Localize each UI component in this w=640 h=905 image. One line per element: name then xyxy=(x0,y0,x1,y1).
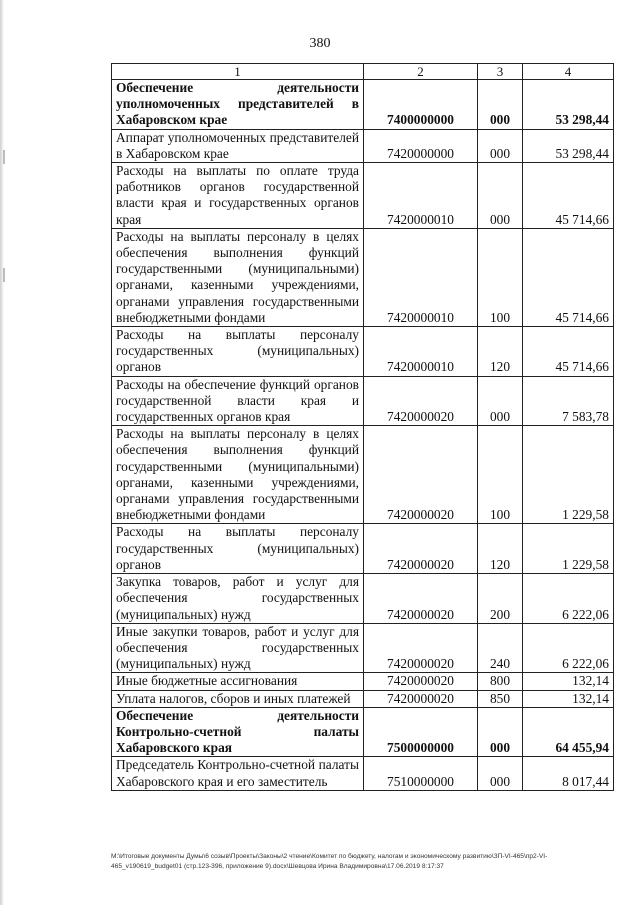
row-name: Аппарат уполномоченных представителей в Хабаровском крае xyxy=(112,129,364,162)
table-row xyxy=(112,524,614,574)
row-amount: 53 298,44 xyxy=(523,80,614,130)
row-type: 000 xyxy=(478,707,523,757)
row-name: Расходы на выплаты персоналу государственных (муниципальных) органов xyxy=(112,327,364,377)
row-amount: 1 229,58 xyxy=(523,426,614,524)
row-type: 100 xyxy=(478,426,523,524)
row-code: 7420000020 xyxy=(364,376,478,426)
row-amount: 8 017,44 xyxy=(523,757,614,790)
table-row xyxy=(112,673,614,690)
row-amount: 1 229,58 xyxy=(523,524,614,574)
row-type: 120 xyxy=(478,327,523,377)
row-amount: 64 455,94 xyxy=(523,707,614,757)
table-row xyxy=(112,707,614,757)
row-amount: 45 714,66 xyxy=(523,163,614,229)
table-row xyxy=(112,757,614,790)
row-name: Расходы на выплаты персоналу в целях обеспечения выполнения функций государственными (муниципальными) органами, казенными учреждениями, органами управления государственными внебюджетными фондами xyxy=(112,426,364,524)
table-row xyxy=(112,80,614,130)
row-type: 000 xyxy=(478,80,523,130)
row-code: 7500000000 xyxy=(364,707,478,757)
row-code: 7420000020 xyxy=(364,673,478,690)
column-header: 4 xyxy=(523,64,614,80)
row-type: 850 xyxy=(478,690,523,707)
row-code: 7420000000 xyxy=(364,129,478,162)
row-code: 7400000000 xyxy=(364,80,478,130)
scan-edge xyxy=(0,0,4,905)
row-name: Закупка товаров, работ и услуг для обеспечения государственных (муниципальных) нужд xyxy=(112,574,364,624)
row-amount: 132,14 xyxy=(523,690,614,707)
row-code: 7420000010 xyxy=(364,228,478,326)
row-amount: 45 714,66 xyxy=(523,228,614,326)
row-type: 000 xyxy=(478,129,523,162)
table-row xyxy=(112,623,614,673)
row-code: 7420000020 xyxy=(364,623,478,673)
row-code: 7420000010 xyxy=(364,327,478,377)
row-amount: 132,14 xyxy=(523,673,614,690)
row-name: Расходы на выплаты по оплате труда работников органов государственной власти края и государственных органов края xyxy=(112,163,364,229)
table-row xyxy=(112,690,614,707)
column-header: 1 xyxy=(112,64,364,80)
row-amount: 6 222,06 xyxy=(523,574,614,624)
row-amount: 45 714,66 xyxy=(523,327,614,377)
row-type: 000 xyxy=(478,757,523,790)
table-row xyxy=(112,327,614,377)
column-header: 3 xyxy=(478,64,523,80)
table-row xyxy=(112,426,614,524)
file-path-footer: M:\Итоговые документы Думы\6 созыв\Проекты\Законы\2 чтение\Комитет по бюджету, налогам и экономическому развитию\ЗП-VI-465\пр2-VI-465_v190619_budget01 (стр.123-396, приложение 9).docx\Шевцова Ирина Владимировна\17.06.2019 8:17:37 xyxy=(111,853,548,870)
row-type: 100 xyxy=(478,228,523,326)
row-code: 7420000010 xyxy=(364,163,478,229)
row-name: Расходы на выплаты персоналу государственных (муниципальных) органов xyxy=(112,524,364,574)
row-amount: 6 222,06 xyxy=(523,623,614,673)
row-code: 7420000020 xyxy=(364,690,478,707)
table-row xyxy=(112,129,614,162)
scan-mark xyxy=(3,268,5,282)
row-type: 120 xyxy=(478,524,523,574)
row-name: Председатель Контрольно-счетной палаты Хабаровского края и его заместитель xyxy=(112,757,364,790)
row-code: 7420000020 xyxy=(364,426,478,524)
row-name: Иные бюджетные ассигнования xyxy=(112,673,364,690)
row-type: 200 xyxy=(478,574,523,624)
row-type: 240 xyxy=(478,623,523,673)
page-number: 380 xyxy=(309,36,331,51)
table-row xyxy=(112,163,614,229)
row-name: Обеспечение деятельности уполномоченных представителей в Хабаровском крае xyxy=(112,80,364,130)
row-amount: 7 583,78 xyxy=(523,376,614,426)
column-header: 2 xyxy=(364,64,478,80)
row-code: 7420000020 xyxy=(364,524,478,574)
table-row xyxy=(112,228,614,326)
row-type: 000 xyxy=(478,163,523,229)
row-code: 7420000020 xyxy=(364,574,478,624)
row-name: Расходы на выплаты персоналу в целях обеспечения выполнения функций государственными (муниципальными) органами, казенными учреждениями, органами управления государственными внебюджетными фондами xyxy=(112,228,364,326)
row-name: Уплата налогов, сборов и иных платежей xyxy=(112,690,364,707)
budget-table xyxy=(111,63,614,791)
header-row xyxy=(112,64,614,80)
scan-mark xyxy=(3,150,5,164)
table-row xyxy=(112,574,614,624)
row-code: 7510000000 xyxy=(364,757,478,790)
table-row xyxy=(112,376,614,426)
row-name: Иные закупки товаров, работ и услуг для обеспечения государственных (муниципальных) нужд xyxy=(112,623,364,673)
row-name: Расходы на обеспечение функций органов государственной власти края и государственных органов края xyxy=(112,376,364,426)
row-name: Обеспечение деятельности Контрольно-счетной палаты Хабаровского края xyxy=(112,707,364,757)
row-type: 800 xyxy=(478,673,523,690)
row-amount: 53 298,44 xyxy=(523,129,614,162)
row-type: 000 xyxy=(478,376,523,426)
